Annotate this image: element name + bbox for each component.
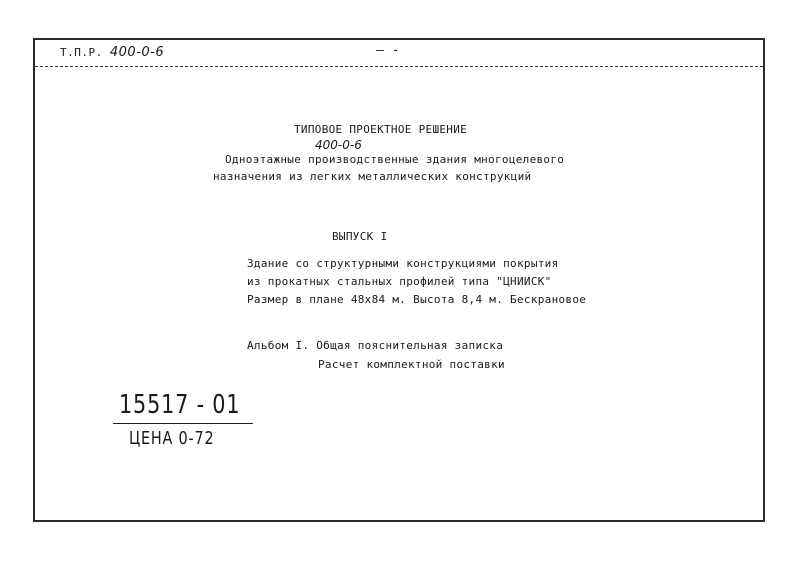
issue-line-2: из прокатных стальных профилей типа "ЦНИИСК"	[247, 275, 552, 288]
issue-heading: ВЫПУСК I	[332, 230, 388, 243]
issue-line-1: Здание со структурными конструкциями покрытия	[247, 257, 559, 270]
title-heading: ТИПОВОЕ ПРОЕКТНОЕ РЕШЕНИЕ	[294, 123, 468, 136]
title-line-2: назначения из легких металлических конструкций	[213, 170, 532, 183]
stamp-number: 400-0-6	[109, 45, 165, 60]
header-dash: — -	[376, 43, 400, 58]
title-line-1: Одноэтажные производственные здания многоцелевого	[225, 153, 565, 166]
album-line-2: Расчет комплектной поставки	[318, 358, 505, 371]
issue-line-3: Размер в плане 48х84 м. Высота 8,4 м. Бескрановое	[247, 293, 587, 306]
header-divider	[35, 66, 763, 67]
album-line-1: Альбом I. Общая пояснительная записка	[247, 339, 504, 352]
document-code: 15517 - 01	[119, 390, 241, 420]
title-number: 400-0-6	[315, 138, 362, 152]
header-stamp	[60, 45, 164, 60]
stamp-prefix: Т.П.Р.	[60, 46, 103, 59]
code-underline	[113, 423, 253, 424]
price-label: ЦЕНА 0-72	[129, 428, 215, 449]
document-frame	[33, 38, 765, 522]
